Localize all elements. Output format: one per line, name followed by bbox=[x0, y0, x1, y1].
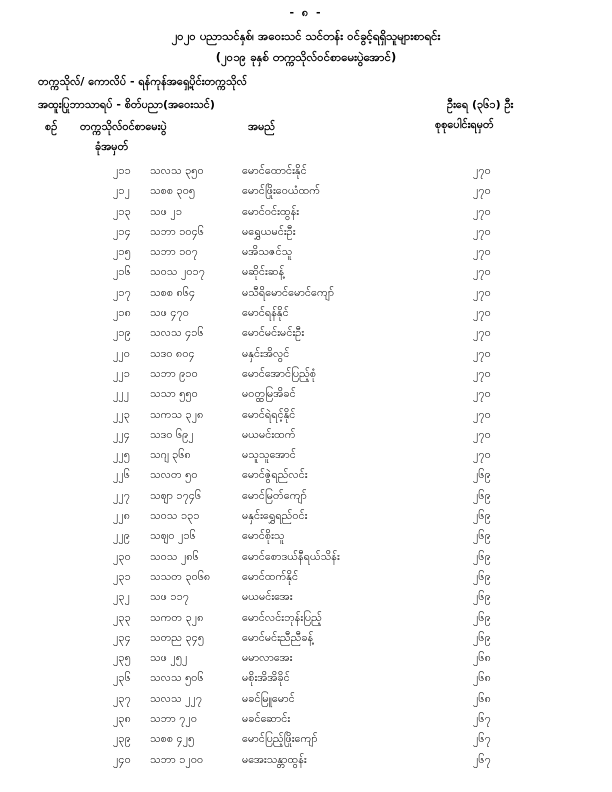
total-marks-cell: ၂၇၀ bbox=[473, 224, 491, 238]
table-row bbox=[0, 628, 612, 648]
serial-number-cell: ၂၁၁ bbox=[113, 164, 131, 177]
total-marks-cell: ၂၇၀ bbox=[473, 184, 491, 198]
student-name-cell: မအိသဇင်သူ bbox=[242, 245, 293, 259]
total-marks-cell: ၂၆၉ bbox=[473, 569, 491, 583]
table-row bbox=[0, 202, 612, 222]
student-name-cell: မနှင်းအိလွင် bbox=[242, 346, 290, 360]
student-name-cell: မရွှေယမင်းဦး bbox=[242, 224, 296, 238]
student-name-cell: မစိုးအိအိခိုင် bbox=[242, 671, 290, 685]
student-name-cell: မောင်လင်းဘုန်းပြည့် bbox=[242, 610, 322, 624]
roll-number-cell: သဂျ ၃၆၈ bbox=[150, 448, 191, 462]
roll-number-cell: သဈာ ၁၇၄၆ bbox=[150, 488, 202, 502]
table-row bbox=[0, 506, 612, 526]
table-row bbox=[0, 242, 612, 262]
table-row bbox=[0, 323, 612, 343]
student-name-cell: မောင်စောဒယ်နီရယ်သိန်း bbox=[242, 549, 340, 563]
table-row bbox=[0, 425, 612, 445]
roll-number-cell: သဒဝ ၈၀၄ bbox=[150, 346, 195, 360]
student-name-cell: မခင်ဆောင်း bbox=[242, 712, 291, 726]
student-name-cell: မောင်မြတ်ကျော် bbox=[242, 488, 307, 502]
student-count-line: ဦးရေ (၃၆၁) ဦး bbox=[447, 98, 514, 111]
roll-number-cell: သလသ ၅၀၆ bbox=[150, 671, 204, 685]
table-row bbox=[0, 384, 612, 404]
serial-number-cell: ၂၁၇ bbox=[113, 285, 131, 299]
serial-number-cell: ၂၁၆ bbox=[113, 265, 131, 279]
table-row bbox=[0, 689, 612, 709]
student-name-cell: မောင်ဇွဲရည်လင်း bbox=[242, 468, 308, 482]
column-header-roll-line1: တက္ကသိုလ်ဝင်စာမေးပွဲ bbox=[80, 120, 167, 133]
total-marks-cell: ၂၇၀ bbox=[473, 265, 491, 279]
total-marks-cell: ၂၇၀ bbox=[473, 387, 491, 401]
roll-number-cell: သဝသ ၂၈၆ bbox=[150, 549, 199, 563]
total-marks-cell: ၂၆၈ bbox=[473, 691, 491, 705]
total-marks-cell: ၂၆၉ bbox=[473, 468, 491, 482]
table-row bbox=[0, 283, 612, 303]
major-subject-line: အထူးပြုဘာသာရပ် - စိတ်ပညာ(အဝေးသင်) bbox=[38, 98, 215, 111]
table-row bbox=[0, 526, 612, 546]
total-marks-cell: ၂၆၉ bbox=[473, 509, 491, 523]
roll-number-cell: သဘာ ၉၁၀ bbox=[150, 366, 198, 380]
student-name-cell: မသီရိမောင်မောင်ကျော် bbox=[242, 285, 334, 299]
table-row bbox=[0, 222, 612, 242]
table-row bbox=[0, 547, 612, 567]
student-name-cell: မောင်ဖြိုးဝေယံထက် bbox=[242, 184, 321, 198]
column-header-serial: စဉ် bbox=[45, 120, 58, 133]
student-name-cell: မောင်ဝင်းထွန်း bbox=[242, 204, 300, 218]
total-marks-cell: ၂၆၉ bbox=[473, 488, 491, 502]
document-title-line2: (၂၀၁၉ ခုနှစ် တက္ကသိုလ်ဝင်စာမေးပွဲအောင်) bbox=[215, 50, 397, 64]
serial-number-cell: ၂၃၅ bbox=[113, 651, 131, 665]
table-row bbox=[0, 750, 612, 770]
roll-number-cell: သစစ ၄၂၅ bbox=[150, 732, 195, 746]
student-name-cell: မောင်ပြည့်ဖြိုးကျော် bbox=[242, 732, 318, 746]
total-marks-cell: ၂၇၀ bbox=[473, 204, 491, 218]
table-row bbox=[0, 729, 612, 749]
serial-number-cell: ၂၂၀ bbox=[113, 346, 130, 360]
student-name-cell: မောင်စိုးသူ bbox=[242, 529, 285, 543]
table-row bbox=[0, 648, 612, 668]
total-marks-cell: ၂၇၀ bbox=[473, 326, 491, 340]
roll-number-cell: သဖ ၄၇၀ bbox=[150, 306, 189, 320]
roll-number-cell: သသာ ၅၅၀ bbox=[150, 387, 198, 401]
total-marks-cell: ၂၆၇ bbox=[473, 732, 491, 746]
total-marks-cell: ၂၇၀ bbox=[473, 407, 491, 421]
student-name-cell: မောင်ရဲရင့်နိုင် bbox=[242, 407, 296, 421]
serial-number-cell: ၂၃၀ bbox=[113, 549, 131, 563]
total-marks-cell: ၂၆၈ bbox=[473, 671, 491, 685]
student-name-cell: မောင်မင်းညီညီခန့် bbox=[242, 630, 314, 644]
total-marks-cell: ၂၆၉ bbox=[473, 590, 491, 604]
column-header-roll-line2: ခုံအမှတ် bbox=[95, 140, 129, 153]
table-row bbox=[0, 709, 612, 729]
table-row bbox=[0, 465, 612, 485]
total-marks-cell: ၂၇၀ bbox=[473, 346, 491, 360]
serial-number-cell: ၂၃၈ bbox=[113, 712, 131, 726]
total-marks-cell: ၂၇၀ bbox=[473, 285, 491, 299]
table-row bbox=[0, 181, 612, 201]
column-header-total-marks: စုစုပေါင်းရမှတ် bbox=[435, 118, 494, 131]
serial-number-cell: ၂၂၅ bbox=[113, 448, 130, 462]
serial-number-cell: ၂၂၆ bbox=[113, 468, 130, 482]
serial-number-cell: ၂၂၉ bbox=[113, 529, 130, 543]
student-name-cell: မအေးသန္တာထွန်း bbox=[242, 752, 307, 766]
student-name-cell: မောင်ထောင်းနိုင် bbox=[242, 164, 307, 177]
roll-number-cell: သဝသ ၁၃၁ bbox=[150, 509, 200, 523]
total-marks-cell: ၂၆၉ bbox=[473, 529, 491, 543]
table-row bbox=[0, 161, 612, 181]
serial-number-cell: ၂၃၁ bbox=[113, 569, 131, 583]
roll-number-cell: သဖ ၁၁၇ bbox=[150, 590, 189, 604]
table-row bbox=[0, 262, 612, 282]
student-name-cell: မဆိုင်းဆန့် bbox=[242, 265, 285, 279]
roll-number-cell: သဘာ ၁၀၄၆ bbox=[150, 224, 204, 238]
table-row bbox=[0, 405, 612, 425]
table-row bbox=[0, 668, 612, 688]
roll-number-cell: သကတ ၃၂၈ bbox=[150, 610, 204, 624]
roll-number-cell: သကသ ၃၂၈ bbox=[150, 407, 204, 421]
serial-number-cell: ၂၂၇ bbox=[113, 488, 130, 502]
total-marks-cell: ၂၇၀ bbox=[473, 245, 491, 259]
roll-number-cell: သစစ ၈၆၄ bbox=[150, 285, 196, 299]
student-name-cell: မောင်အောင်ပြည့်စုံ bbox=[242, 366, 317, 380]
serial-number-cell: ၂၂၈ bbox=[113, 509, 131, 523]
page-number: - ၈ - bbox=[289, 6, 323, 19]
university-line: တက္ကသိုလ်/ ကောလိပ် - ရန်ကုန်အရှေ့ပိုင်းတက္ကသိုလ် bbox=[38, 75, 247, 88]
student-name-cell: မောင်ထက်နိုင် bbox=[242, 569, 299, 583]
total-marks-cell: ၂၆၉ bbox=[473, 630, 491, 644]
total-marks-cell: ၂၆၇ bbox=[473, 752, 491, 766]
serial-number-cell: ၂၂၁ bbox=[113, 366, 130, 380]
roll-number-cell: သဘာ ၁၀၇ bbox=[150, 245, 198, 259]
roll-number-cell: သလသ ၃၅၀ bbox=[150, 164, 204, 177]
serial-number-cell: ၂၃၄ bbox=[113, 630, 131, 644]
total-marks-cell: ၂၇၀ bbox=[473, 306, 491, 320]
serial-number-cell: ၂၁၃ bbox=[113, 204, 131, 218]
roll-number-cell: သဈဝ ၂၁၆ bbox=[150, 529, 196, 543]
table-row bbox=[0, 608, 612, 628]
total-marks-cell: ၂၆၉ bbox=[473, 610, 491, 624]
serial-number-cell: ၂၁၉ bbox=[113, 326, 131, 340]
student-name-cell: မခင်မြူမောင် bbox=[242, 691, 295, 705]
serial-number-cell: ၂၄၀ bbox=[113, 752, 131, 766]
student-name-cell: မောင်မင်းမင်းဦး bbox=[242, 326, 305, 340]
total-marks-cell: ၂၇၀ bbox=[473, 164, 491, 177]
serial-number-cell: ၂၂၃ bbox=[113, 407, 130, 421]
serial-number-cell: ၂၁၂ bbox=[113, 184, 130, 198]
table-row bbox=[0, 567, 612, 587]
student-name-cell: မဝတ္ထမြအိခင် bbox=[242, 387, 296, 401]
table-row bbox=[0, 486, 612, 506]
serial-number-cell: ၂၃၆ bbox=[113, 671, 131, 685]
roll-number-cell: သလသ ၄၁၆ bbox=[150, 326, 204, 340]
serial-number-cell: ၂၃၉ bbox=[113, 732, 131, 746]
table-row bbox=[0, 303, 612, 323]
serial-number-cell: ၂၁၅ bbox=[113, 245, 131, 259]
roll-number-cell: သတည ၃၄၅ bbox=[150, 630, 205, 644]
table-row bbox=[0, 364, 612, 384]
serial-number-cell: ၂၃၃ bbox=[113, 610, 131, 624]
document-title-line1: ၂၀၂၀ ပညာသင်နှစ်၊ အဝေးသင် သင်တန်း ဝင်ခွင့်ရရှိသူများစာရင်း bbox=[171, 29, 441, 43]
roll-number-cell: သဘာ ၁၂၀၀ bbox=[150, 752, 204, 766]
total-marks-cell: ၂၆၈ bbox=[473, 651, 491, 665]
roll-number-cell: သလတ ၅၀ bbox=[150, 468, 198, 482]
serial-number-cell: ၂၃၂ bbox=[113, 590, 130, 604]
student-name-cell: မယမင်းအေး bbox=[242, 590, 293, 604]
column-header-name: အမည် bbox=[248, 120, 276, 133]
serial-number-cell: ၂၁၄ bbox=[113, 224, 131, 238]
total-marks-cell: ၂၇၀ bbox=[473, 427, 491, 441]
table-row bbox=[0, 445, 612, 465]
serial-number-cell: ၂၁၈ bbox=[113, 306, 131, 320]
serial-number-cell: ၂၃၇ bbox=[113, 691, 131, 705]
roll-number-cell: သဖ ၂၅၂ bbox=[150, 651, 188, 665]
total-marks-cell: ၂၇၀ bbox=[473, 448, 491, 462]
roll-number-cell: သဒဝ ၆၉၂ bbox=[150, 427, 194, 441]
serial-number-cell: ၂၂၂ bbox=[113, 387, 130, 401]
table-body bbox=[0, 161, 612, 770]
roll-number-cell: သစစ ၃၀၅ bbox=[150, 184, 196, 198]
roll-number-cell: သဝသ ၂၀၁၇ bbox=[150, 265, 205, 279]
total-marks-cell: ၂၆၇ bbox=[473, 712, 491, 726]
student-name-cell: မောင်ရန်နိုင် bbox=[242, 306, 289, 320]
student-name-cell: မနှင်းရွှေရည်ဝင်း bbox=[242, 509, 308, 523]
table-row bbox=[0, 344, 612, 364]
student-name-cell: မမာလာအေး bbox=[242, 651, 293, 665]
roll-number-cell: သဘာ ၇၂၀ bbox=[150, 712, 198, 726]
table-row bbox=[0, 587, 612, 607]
total-marks-cell: ၂၆၉ bbox=[473, 549, 491, 563]
student-name-cell: မသူသူအောင် bbox=[242, 448, 296, 462]
serial-number-cell: ၂၂၄ bbox=[113, 427, 130, 441]
roll-number-cell: သသတ ၃၀၆၈ bbox=[150, 569, 211, 583]
student-name-cell: မယမင်းထက် bbox=[242, 427, 296, 441]
roll-number-cell: သလသ ၂၂၇ bbox=[150, 691, 203, 705]
roll-number-cell: သဖ ၂၁ bbox=[150, 204, 183, 218]
total-marks-cell: ၂၇၀ bbox=[473, 366, 491, 380]
